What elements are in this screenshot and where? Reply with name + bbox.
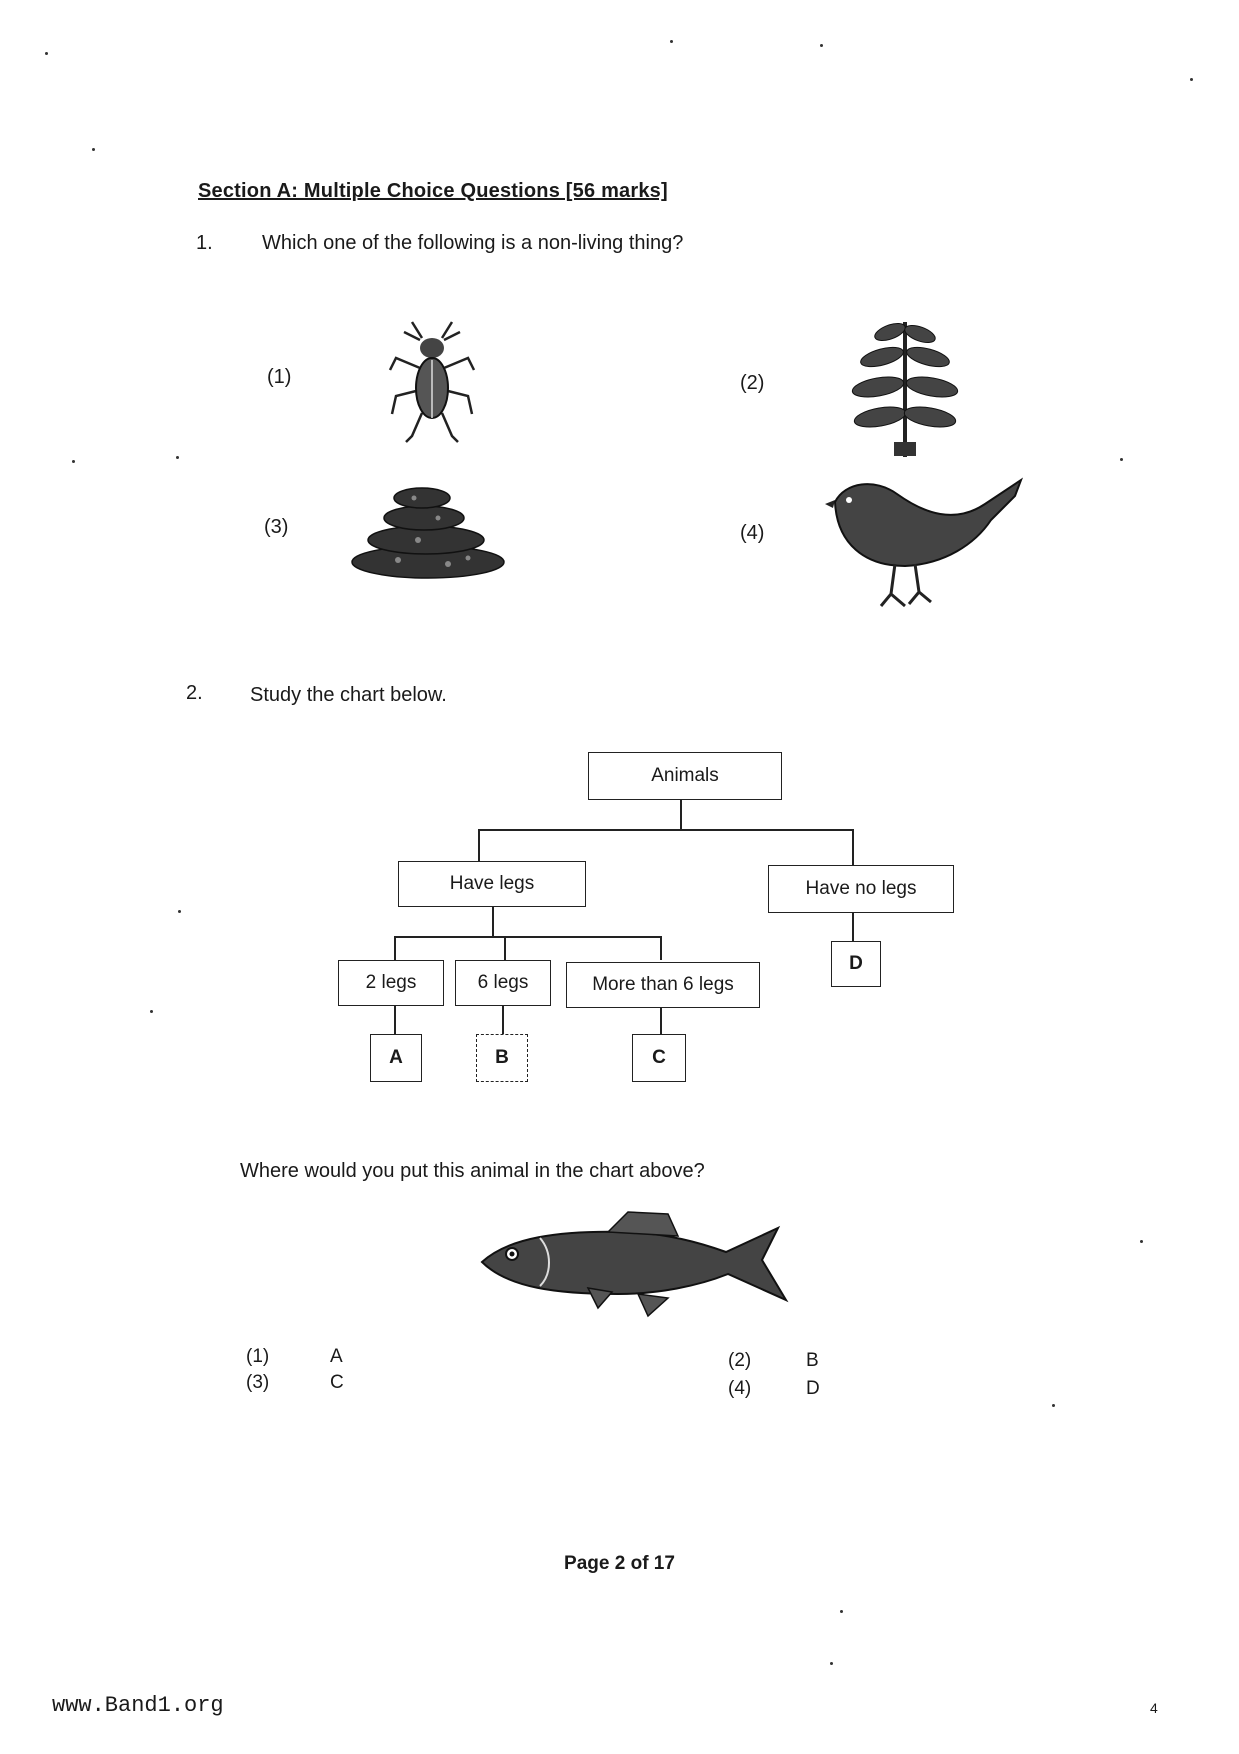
scan-speck [1190, 78, 1193, 81]
section-title: Section A: Multiple Choice Questions [56 marks] [198, 180, 668, 202]
chart-connector [478, 829, 480, 861]
question-2-prompt: Where would you put this animal in the chart above? [240, 1160, 705, 1182]
scan-speck [820, 44, 823, 47]
q2-answer-3-label[interactable]: (3) [246, 1372, 270, 1393]
scan-speck [670, 40, 673, 43]
bird-icon [825, 474, 1025, 624]
page-number: Page 2 of 17 [564, 1553, 675, 1574]
chart-box-more-than-6-legs: More than 6 legs [566, 962, 760, 1008]
chart-connector [492, 907, 494, 937]
chart-connector [394, 1006, 396, 1036]
question-2-number: 2. [186, 682, 203, 704]
q1-option-3-label[interactable]: (3) [264, 516, 289, 538]
scan-speck [178, 910, 181, 913]
chart-connector [394, 936, 396, 960]
chart-box-b: B [476, 1034, 528, 1082]
scan-speck [1120, 458, 1123, 461]
q2-answer-2-label[interactable]: (2) [728, 1350, 752, 1371]
chart-connector [502, 1006, 504, 1036]
q2-answer-2-value: B [806, 1350, 819, 1371]
scan-speck [150, 1010, 153, 1013]
q2-answer-4-label[interactable]: (4) [728, 1378, 752, 1399]
site-watermark: www.Band1.org [52, 1693, 224, 1718]
chart-connector [852, 913, 854, 941]
chart-connector [478, 829, 854, 831]
question-1-text: Which one of the following is a non-living thing? [262, 232, 684, 254]
chart-box-2-legs: 2 legs [338, 960, 444, 1006]
scan-speck [1052, 1404, 1055, 1407]
q2-answer-4-value: D [806, 1378, 820, 1399]
q2-answer-1-value: A [330, 1346, 343, 1367]
chart-connector [852, 829, 854, 865]
q1-option-4-label[interactable]: (4) [740, 522, 765, 544]
scan-speck [92, 148, 95, 151]
chart-box-a: A [370, 1034, 422, 1082]
plant-icon [850, 312, 960, 462]
chart-box-have-no-legs: Have no legs [768, 865, 954, 913]
q2-answer-1-label[interactable]: (1) [246, 1346, 270, 1367]
scan-speck [72, 460, 75, 463]
chart-connector [680, 800, 682, 830]
chart-connector [660, 936, 662, 960]
chart-box-have-legs: Have legs [398, 861, 586, 907]
beetle-icon [382, 318, 482, 448]
scan-speck [45, 52, 48, 55]
chart-box-6-legs: 6 legs [455, 960, 551, 1006]
question-2-text: Study the chart below. [250, 684, 447, 706]
scan-speck [830, 1662, 833, 1665]
question-1-number: 1. [196, 232, 213, 254]
q1-option-2-label[interactable]: (2) [740, 372, 765, 394]
chart-connector [504, 936, 506, 960]
q2-answer-3-value: C [330, 1372, 344, 1393]
chart-connector [394, 936, 662, 938]
chart-box-d: D [831, 941, 881, 987]
chart-connector [660, 1008, 662, 1036]
page-mark: 4 [1150, 1700, 1158, 1716]
q1-option-1-label[interactable]: (1) [267, 366, 292, 388]
scan-speck [176, 456, 179, 459]
stones-icon [348, 480, 508, 580]
chart-box-c: C [632, 1034, 686, 1082]
scan-speck [840, 1610, 843, 1613]
fish-icon [478, 1208, 794, 1320]
chart-box-animals: Animals [588, 752, 782, 800]
scan-speck [1140, 1240, 1143, 1243]
